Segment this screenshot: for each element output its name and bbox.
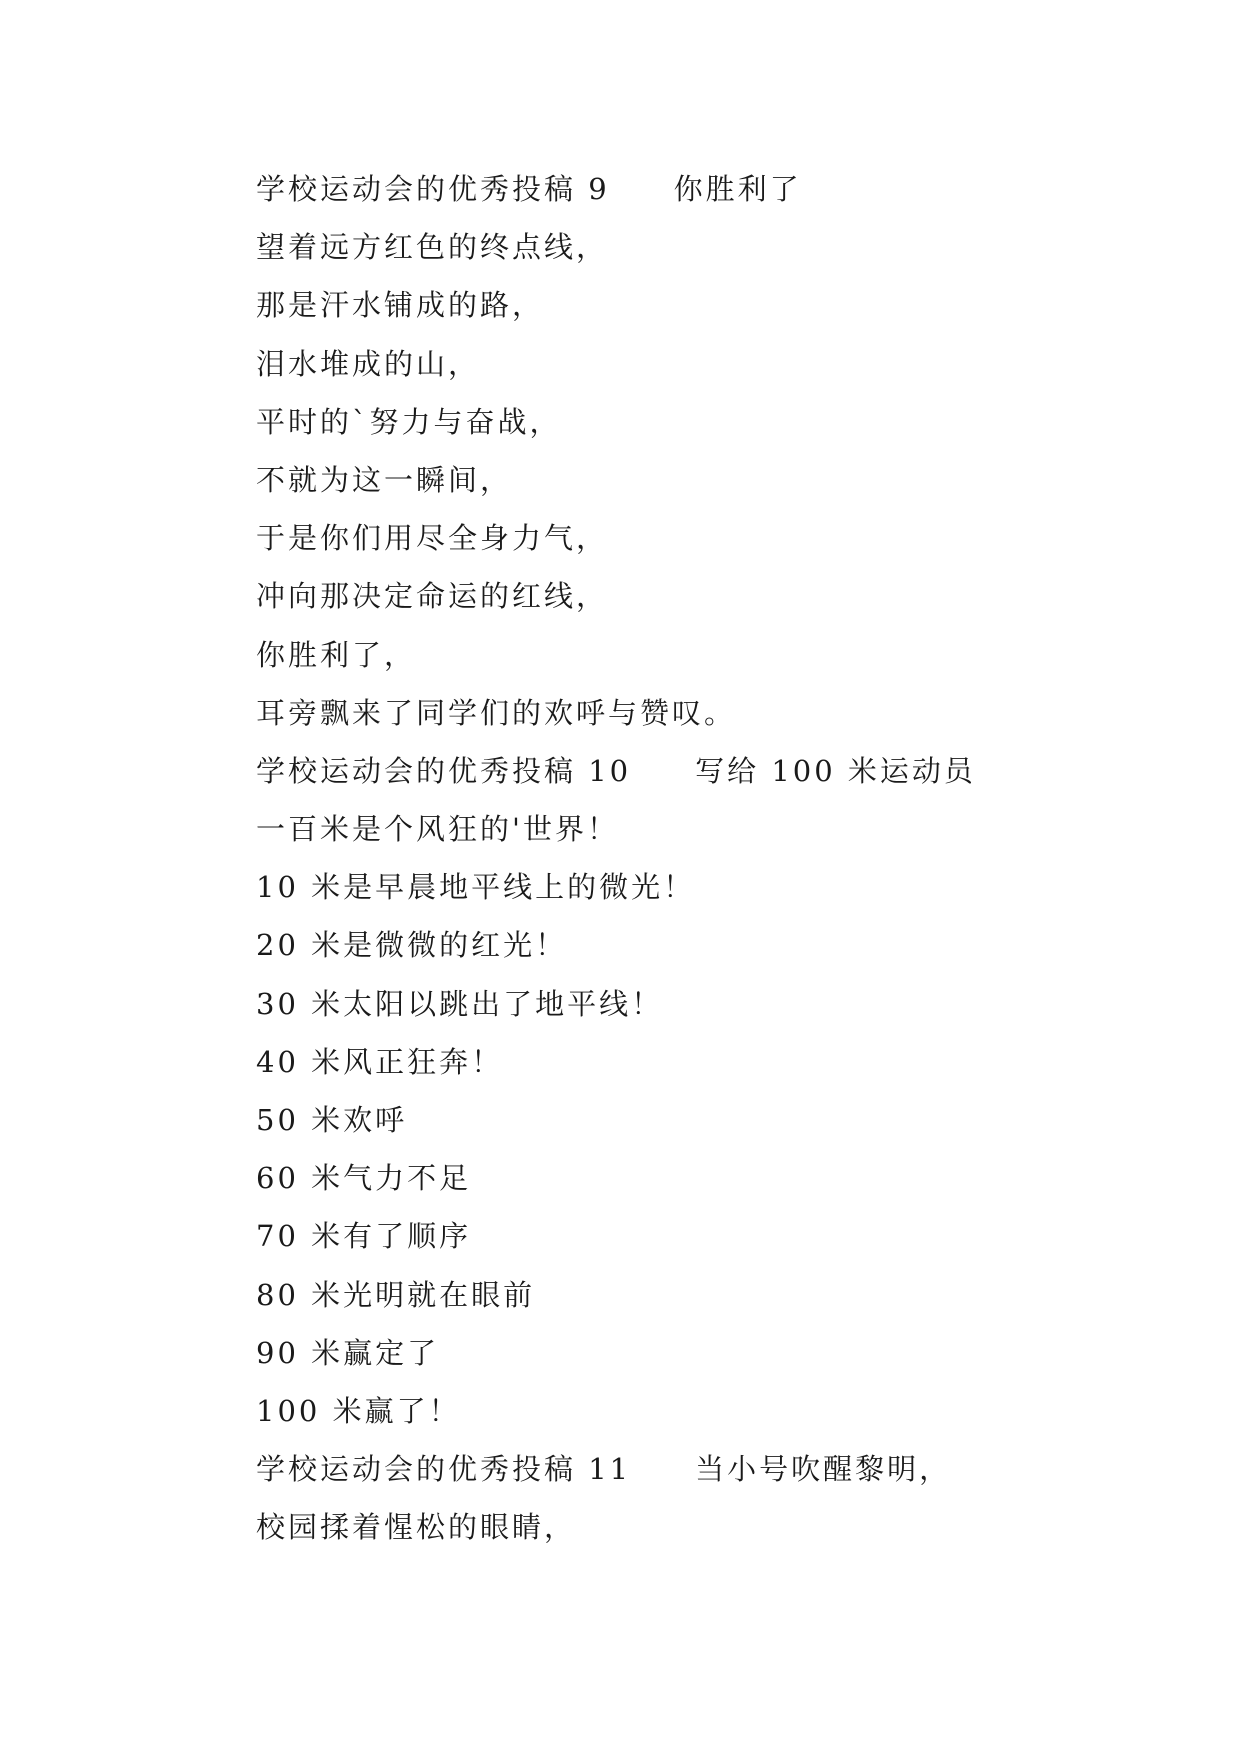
text-line: 50 米欢呼	[256, 1103, 408, 1137]
text-line: 于是你们用尽全身力气，	[256, 521, 609, 556]
text-line: 90 米赢定了	[256, 1335, 440, 1370]
text-line: 泪水堆成的山，	[256, 346, 481, 381]
text-line: 100 米赢了！	[256, 1393, 461, 1428]
section-heading	[256, 1440, 1156, 1498]
document-body	[256, 160, 1156, 1557]
section-subtitle: 当小号吹醒黎明，	[695, 1452, 952, 1487]
text-line: 60 米气力不足	[256, 1161, 472, 1196]
text-line: 你胜利了，	[256, 637, 417, 672]
text-line: 10 米是早晨地平线上的微光！	[256, 870, 696, 905]
section-title: 学校运动会的优秀投稿 10	[256, 753, 632, 788]
text-line: 30 米太阳以跳出了地平线！	[256, 986, 664, 1021]
section-subtitle: 你胜利了	[673, 172, 802, 206]
text-line: 80 米光明就在眼前	[256, 1277, 536, 1312]
text-line: 望着远方红色的终点线，	[256, 230, 609, 265]
text-line: 一百米是个风狂的'世界！	[256, 812, 619, 847]
text-line: 20 米是微微的红光！	[256, 928, 568, 963]
text-line: 40 米风正狂奔！	[256, 1044, 504, 1079]
section-subtitle: 写给 100 米运动员	[695, 753, 976, 788]
section-heading	[256, 160, 1156, 218]
text-line: 平时的`努力与奋战，	[256, 404, 562, 439]
text-line: 校园揉着惺松的眼睛，	[256, 1510, 577, 1545]
section-title: 学校运动会的优秀投稿 9	[256, 172, 610, 206]
section-heading	[256, 742, 1156, 800]
text-line: 那是汗水铺成的路，	[256, 288, 545, 323]
text-line: 70 米有了顺序	[256, 1219, 472, 1254]
text-line: 耳旁飘来了同学们的欢呼与赞叹。	[256, 695, 737, 730]
text-line: 冲向那决定命运的红线，	[256, 579, 609, 614]
section-title: 学校运动会的优秀投稿 11	[256, 1452, 632, 1487]
text-line: 不就为这一瞬间，	[256, 462, 513, 497]
